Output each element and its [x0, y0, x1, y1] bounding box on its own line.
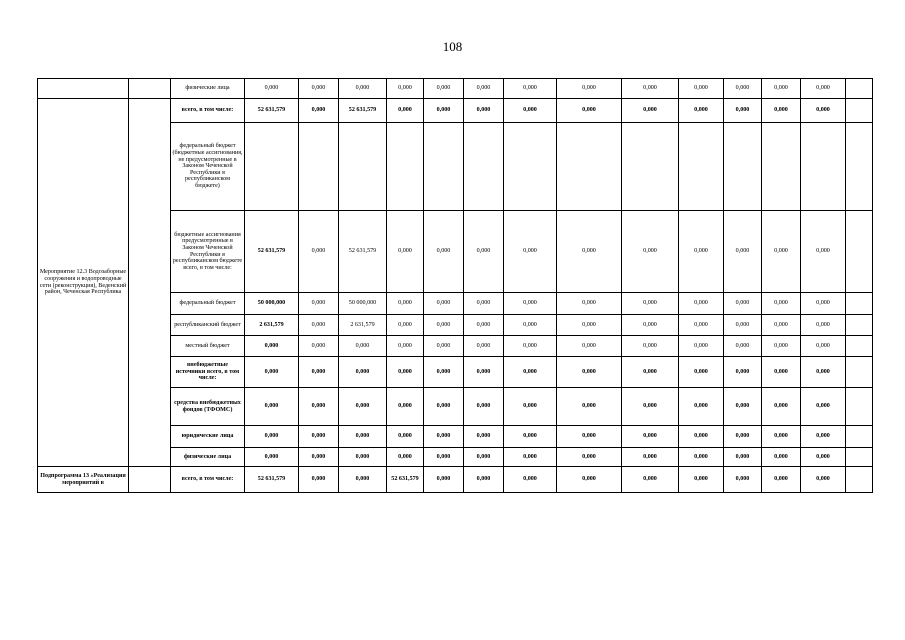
budget-table-body	[38, 79, 873, 493]
value-cell: 0,000	[557, 448, 622, 467]
value-cell: 0,000	[424, 293, 464, 315]
value-cell: 0,000	[464, 467, 504, 493]
value-cell: 0,000	[724, 448, 762, 467]
value-cell: 52 631,579	[245, 211, 299, 293]
value-cell: 52 631,579	[245, 99, 299, 123]
value-cell: 0,000	[424, 467, 464, 493]
value-cell: 0,000	[557, 336, 622, 357]
value-cell	[762, 123, 801, 211]
value-cell: 0,000	[424, 99, 464, 123]
value-cell: 0,000	[387, 211, 424, 293]
table-row	[38, 467, 873, 493]
value-cell: 0,000	[387, 448, 424, 467]
value-cell: 0,000	[801, 388, 846, 426]
value-cell: 0,000	[762, 293, 801, 315]
value-cell: 50 000,000	[339, 293, 387, 315]
event-name-cell: Мероприятие 12.3 Водозаборные сооружения и водопроводные сети (реконструкция), Веденский район, Чеченская Республика	[38, 99, 129, 467]
value-cell: 0,000	[622, 448, 679, 467]
value-cell: 0,000	[339, 426, 387, 448]
value-cell: 0,000	[622, 293, 679, 315]
funding-source-cell: средства внебюджетных фондов (ТФОМС)	[171, 388, 245, 426]
value-cell: 0,000	[762, 448, 801, 467]
funding-source-cell: внебюджетные источники всего, в том числе:	[171, 357, 245, 388]
value-cell	[622, 123, 679, 211]
value-cell: 0,000	[299, 79, 339, 99]
responsible-cell	[129, 467, 171, 493]
value-cell: 0,000	[622, 467, 679, 493]
value-cell: 0,000	[424, 388, 464, 426]
note-cell	[846, 336, 873, 357]
value-cell: 0,000	[464, 448, 504, 467]
value-cell: 0,000	[762, 211, 801, 293]
table-row	[38, 79, 873, 99]
value-cell: 0,000	[762, 388, 801, 426]
value-cell: 0,000	[299, 448, 339, 467]
value-cell: 50 000,000	[245, 293, 299, 315]
value-cell: 0,000	[679, 293, 724, 315]
value-cell: 0,000	[387, 315, 424, 336]
value-cell: 0,000	[622, 211, 679, 293]
value-cell	[299, 123, 339, 211]
value-cell: 0,000	[724, 79, 762, 99]
value-cell: 0,000	[339, 467, 387, 493]
value-cell: 0,000	[679, 336, 724, 357]
value-cell: 0,000	[724, 211, 762, 293]
value-cell: 0,000	[801, 357, 846, 388]
value-cell: 0,000	[801, 99, 846, 123]
value-cell: 0,000	[724, 426, 762, 448]
funding-source-cell: федеральный бюджет	[171, 293, 245, 315]
value-cell: 2 631,579	[245, 315, 299, 336]
note-cell	[846, 99, 873, 123]
value-cell: 0,000	[622, 99, 679, 123]
value-cell: 0,000	[557, 426, 622, 448]
value-cell: 0,000	[299, 99, 339, 123]
note-cell	[846, 211, 873, 293]
funding-source-cell: всего, в том числе:	[171, 467, 245, 493]
value-cell: 0,000	[801, 426, 846, 448]
value-cell: 0,000	[424, 336, 464, 357]
value-cell: 0,000	[424, 426, 464, 448]
value-cell: 52 631,579	[245, 467, 299, 493]
value-cell: 0,000	[245, 448, 299, 467]
value-cell: 0,000	[801, 293, 846, 315]
value-cell: 0,000	[299, 357, 339, 388]
value-cell: 0,000	[387, 99, 424, 123]
value-cell: 0,000	[387, 388, 424, 426]
value-cell: 0,000	[464, 426, 504, 448]
value-cell: 0,000	[557, 315, 622, 336]
value-cell: 0,000	[245, 79, 299, 99]
value-cell: 0,000	[299, 467, 339, 493]
value-cell: 0,000	[245, 336, 299, 357]
note-cell	[846, 315, 873, 336]
value-cell: 0,000	[622, 315, 679, 336]
value-cell	[557, 123, 622, 211]
value-cell: 0,000	[424, 79, 464, 99]
value-cell: 0,000	[245, 426, 299, 448]
value-cell: 0,000	[622, 426, 679, 448]
value-cell: 0,000	[762, 315, 801, 336]
value-cell: 0,000	[299, 315, 339, 336]
value-cell: 0,000	[762, 357, 801, 388]
event-name-cell	[38, 79, 129, 99]
value-cell: 0,000	[557, 388, 622, 426]
value-cell: 0,000	[557, 211, 622, 293]
value-cell: 0,000	[724, 357, 762, 388]
note-cell	[846, 293, 873, 315]
value-cell	[679, 123, 724, 211]
value-cell	[245, 123, 299, 211]
value-cell: 0,000	[424, 211, 464, 293]
value-cell: 0,000	[724, 99, 762, 123]
value-cell: 0,000	[557, 293, 622, 315]
value-cell: 0,000	[762, 99, 801, 123]
page-number: 108	[442, 39, 463, 54]
value-cell: 0,000	[622, 79, 679, 99]
value-cell: 0,000	[464, 388, 504, 426]
value-cell: 0,000	[801, 336, 846, 357]
value-cell: 0,000	[557, 99, 622, 123]
value-cell: 0,000	[557, 467, 622, 493]
value-cell: 0,000	[679, 211, 724, 293]
note-cell	[846, 357, 873, 388]
value-cell: 0,000	[424, 315, 464, 336]
funding-source-cell: всего, в том числе:	[171, 99, 245, 123]
value-cell: 0,000	[679, 426, 724, 448]
value-cell: 0,000	[299, 388, 339, 426]
value-cell: 0,000	[245, 357, 299, 388]
value-cell: 0,000	[464, 357, 504, 388]
value-cell: 0,000	[464, 315, 504, 336]
value-cell	[339, 123, 387, 211]
value-cell	[424, 123, 464, 211]
value-cell: 0,000	[724, 467, 762, 493]
value-cell: 0,000	[504, 448, 557, 467]
value-cell: 0,000	[299, 336, 339, 357]
value-cell: 0,000	[299, 211, 339, 293]
note-cell	[846, 426, 873, 448]
value-cell: 0,000	[801, 467, 846, 493]
value-cell: 0,000	[299, 426, 339, 448]
value-cell: 0,000	[504, 293, 557, 315]
value-cell: 0,000	[679, 388, 724, 426]
responsible-cell	[129, 99, 171, 467]
value-cell: 0,000	[724, 293, 762, 315]
value-cell	[504, 123, 557, 211]
value-cell: 0,000	[339, 448, 387, 467]
value-cell: 0,000	[679, 467, 724, 493]
funding-source-cell: республиканский бюджет	[171, 315, 245, 336]
value-cell: 0,000	[622, 357, 679, 388]
value-cell: 0,000	[387, 79, 424, 99]
value-cell: 0,000	[424, 448, 464, 467]
value-cell	[387, 123, 424, 211]
value-cell: 52 631,579	[387, 467, 424, 493]
value-cell: 0,000	[762, 467, 801, 493]
value-cell: 0,000	[557, 357, 622, 388]
value-cell: 2 631,579	[339, 315, 387, 336]
value-cell: 0,000	[762, 79, 801, 99]
funding-source-cell: юридические лица	[171, 426, 245, 448]
subprogram-name-cell: Подпрограмма 13 «Реализация мероприятий в	[38, 467, 129, 493]
value-cell: 0,000	[724, 315, 762, 336]
value-cell	[464, 123, 504, 211]
value-cell: 0,000	[464, 336, 504, 357]
value-cell: 0,000	[622, 388, 679, 426]
value-cell: 0,000	[339, 336, 387, 357]
value-cell: 0,000	[762, 336, 801, 357]
value-cell: 0,000	[679, 448, 724, 467]
value-cell: 0,000	[724, 336, 762, 357]
value-cell: 0,000	[762, 426, 801, 448]
value-cell: 0,000	[504, 426, 557, 448]
funding-source-cell: местный бюджет	[171, 336, 245, 357]
value-cell: 0,000	[504, 315, 557, 336]
responsible-cell	[129, 79, 171, 99]
value-cell: 0,000	[464, 79, 504, 99]
table-row	[38, 99, 873, 123]
value-cell: 0,000	[464, 293, 504, 315]
note-cell	[846, 388, 873, 426]
value-cell: 0,000	[504, 388, 557, 426]
value-cell: 0,000	[557, 79, 622, 99]
value-cell: 0,000	[504, 357, 557, 388]
funding-source-cell: физические лица	[171, 448, 245, 467]
value-cell: 0,000	[801, 448, 846, 467]
value-cell: 0,000	[724, 388, 762, 426]
value-cell: 0,000	[464, 99, 504, 123]
value-cell: 0,000	[504, 79, 557, 99]
budget-table	[37, 78, 873, 493]
note-cell	[846, 123, 873, 211]
note-cell	[846, 79, 873, 99]
value-cell: 0,000	[339, 388, 387, 426]
funding-source-cell: физические лица	[171, 79, 245, 99]
value-cell: 0,000	[679, 99, 724, 123]
value-cell: 0,000	[387, 357, 424, 388]
note-cell	[846, 467, 873, 493]
value-cell: 0,000	[679, 315, 724, 336]
value-cell: 0,000	[245, 388, 299, 426]
value-cell	[801, 123, 846, 211]
value-cell: 0,000	[339, 79, 387, 99]
value-cell: 0,000	[504, 467, 557, 493]
value-cell: 0,000	[679, 79, 724, 99]
value-cell: 0,000	[387, 293, 424, 315]
value-cell: 0,000	[801, 79, 846, 99]
value-cell: 0,000	[801, 315, 846, 336]
value-cell: 0,000	[339, 357, 387, 388]
value-cell: 0,000	[679, 357, 724, 388]
funding-source-cell: федеральный бюджет (бюджетные ассигнования, не предусмотренные в Законом Чеченской Республики в республиканском бюджете)	[171, 123, 245, 211]
value-cell: 52 631,579	[339, 211, 387, 293]
value-cell: 0,000	[504, 336, 557, 357]
value-cell: 0,000	[504, 99, 557, 123]
value-cell: 0,000	[504, 211, 557, 293]
value-cell	[724, 123, 762, 211]
note-cell	[846, 448, 873, 467]
value-cell: 0,000	[424, 357, 464, 388]
value-cell: 0,000	[299, 293, 339, 315]
value-cell: 0,000	[622, 336, 679, 357]
value-cell: 0,000	[387, 426, 424, 448]
value-cell: 0,000	[387, 336, 424, 357]
value-cell: 52 631,579	[339, 99, 387, 123]
value-cell: 0,000	[464, 211, 504, 293]
funding-source-cell: бюджетные ассигнования предусмотренные в Законом Чеченской Республики в республиканском бюджете всего, в том числе:	[171, 211, 245, 293]
value-cell: 0,000	[801, 211, 846, 293]
